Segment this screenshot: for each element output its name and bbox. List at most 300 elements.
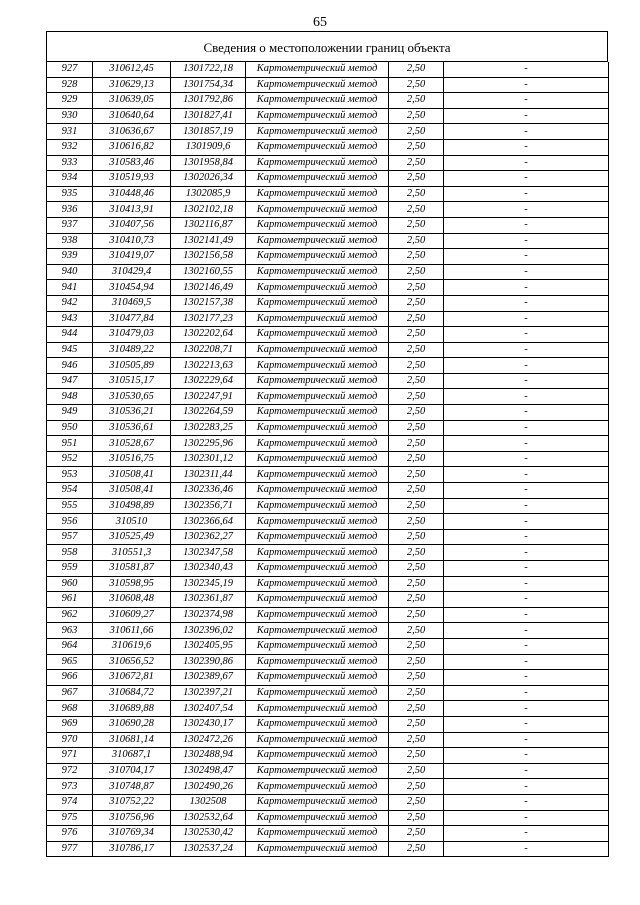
accuracy-cell: 2,50 <box>389 62 444 77</box>
description-cell: - <box>444 295 609 311</box>
description-cell: - <box>444 420 609 436</box>
y-coordinate-cell: 1302157,38 <box>171 295 246 311</box>
point-number-cell: 940 <box>47 264 93 280</box>
y-coordinate-cell: 1302116,87 <box>171 217 246 233</box>
point-number-cell: 963 <box>47 623 93 639</box>
accuracy-cell: 2,50 <box>389 467 444 483</box>
x-coordinate-cell: 310684,72 <box>93 685 171 701</box>
y-coordinate-cell: 1302356,71 <box>171 498 246 514</box>
table-row <box>47 217 609 233</box>
table-row <box>47 794 609 810</box>
description-cell: - <box>444 451 609 467</box>
description-cell: - <box>444 732 609 748</box>
method-cell: Картометрический метод <box>246 62 389 77</box>
y-coordinate-cell: 1301722,18 <box>171 62 246 77</box>
point-number-cell: 958 <box>47 545 93 561</box>
table-title: Сведения о местоположении границ объекта <box>46 31 608 62</box>
x-coordinate-cell: 310536,61 <box>93 420 171 436</box>
description-cell: - <box>444 592 609 608</box>
accuracy-cell: 2,50 <box>389 358 444 374</box>
accuracy-cell: 2,50 <box>389 576 444 592</box>
method-cell: Картометрический метод <box>246 108 389 124</box>
point-number-cell: 953 <box>47 467 93 483</box>
x-coordinate-cell: 310672,81 <box>93 670 171 686</box>
description-cell: - <box>444 716 609 732</box>
point-number-cell: 966 <box>47 670 93 686</box>
accuracy-cell: 2,50 <box>389 654 444 670</box>
table-row <box>47 670 609 686</box>
accuracy-cell: 2,50 <box>389 545 444 561</box>
description-cell: - <box>444 794 609 810</box>
method-cell: Картометрический метод <box>246 451 389 467</box>
accuracy-cell: 2,50 <box>389 77 444 93</box>
y-coordinate-cell: 1302283,25 <box>171 420 246 436</box>
y-coordinate-cell: 1302336,46 <box>171 483 246 499</box>
y-coordinate-cell: 1302247,91 <box>171 389 246 405</box>
table-row <box>47 249 609 265</box>
description-cell: - <box>444 327 609 343</box>
accuracy-cell: 2,50 <box>389 451 444 467</box>
description-cell: - <box>444 576 609 592</box>
method-cell: Картометрический метод <box>246 342 389 358</box>
description-cell: - <box>444 249 609 265</box>
description-cell: - <box>444 264 609 280</box>
accuracy-cell: 2,50 <box>389 701 444 717</box>
table-row <box>47 436 609 452</box>
method-cell: Картометрический метод <box>246 841 389 857</box>
accuracy-cell: 2,50 <box>389 171 444 187</box>
accuracy-cell: 2,50 <box>389 638 444 654</box>
method-cell: Картометрический метод <box>246 607 389 623</box>
x-coordinate-cell: 310410,73 <box>93 233 171 249</box>
x-coordinate-cell: 310636,67 <box>93 124 171 140</box>
method-cell: Картометрический метод <box>246 280 389 296</box>
method-cell: Картометрический метод <box>246 311 389 327</box>
table-row <box>47 358 609 374</box>
boundary-table <box>46 31 608 857</box>
y-coordinate-cell: 1302537,24 <box>171 841 246 857</box>
x-coordinate-cell: 310505,89 <box>93 358 171 374</box>
table-row <box>47 483 609 499</box>
y-coordinate-cell: 1302026,34 <box>171 171 246 187</box>
x-coordinate-cell: 310769,34 <box>93 826 171 842</box>
coordinates-table <box>46 62 609 857</box>
table-row <box>47 701 609 717</box>
point-number-cell: 974 <box>47 794 93 810</box>
y-coordinate-cell: 1302374,98 <box>171 607 246 623</box>
point-number-cell: 968 <box>47 701 93 717</box>
y-coordinate-cell: 1302390,86 <box>171 654 246 670</box>
y-coordinate-cell: 1301857,19 <box>171 124 246 140</box>
y-coordinate-cell: 1302347,58 <box>171 545 246 561</box>
table-row <box>47 233 609 249</box>
method-cell: Картометрический метод <box>246 483 389 499</box>
description-cell: - <box>444 607 609 623</box>
table-row <box>47 638 609 654</box>
accuracy-cell: 2,50 <box>389 670 444 686</box>
accuracy-cell: 2,50 <box>389 732 444 748</box>
description-cell: - <box>444 202 609 218</box>
description-cell: - <box>444 389 609 405</box>
description-cell: - <box>444 77 609 93</box>
x-coordinate-cell: 310429,4 <box>93 264 171 280</box>
y-coordinate-cell: 1301909,6 <box>171 139 246 155</box>
table-row <box>47 763 609 779</box>
accuracy-cell: 2,50 <box>389 841 444 857</box>
method-cell: Картометрический метод <box>246 732 389 748</box>
method-cell: Картометрический метод <box>246 701 389 717</box>
method-cell: Картометрический метод <box>246 249 389 265</box>
method-cell: Картометрический метод <box>246 716 389 732</box>
accuracy-cell: 2,50 <box>389 420 444 436</box>
point-number-cell: 927 <box>47 62 93 77</box>
description-cell: - <box>444 436 609 452</box>
point-number-cell: 972 <box>47 763 93 779</box>
x-coordinate-cell: 310530,65 <box>93 389 171 405</box>
description-cell: - <box>444 139 609 155</box>
description-cell: - <box>444 810 609 826</box>
point-number-cell: 964 <box>47 638 93 654</box>
table-row <box>47 202 609 218</box>
x-coordinate-cell: 310510 <box>93 514 171 530</box>
x-coordinate-cell: 310611,66 <box>93 623 171 639</box>
method-cell: Картометрический метод <box>246 295 389 311</box>
accuracy-cell: 2,50 <box>389 483 444 499</box>
description-cell: - <box>444 561 609 577</box>
description-cell: - <box>444 545 609 561</box>
method-cell: Картометрический метод <box>246 561 389 577</box>
accuracy-cell: 2,50 <box>389 592 444 608</box>
y-coordinate-cell: 1302102,18 <box>171 202 246 218</box>
accuracy-cell: 2,50 <box>389 405 444 421</box>
table-row <box>47 623 609 639</box>
method-cell: Картометрический метод <box>246 576 389 592</box>
description-cell: - <box>444 124 609 140</box>
x-coordinate-cell: 310639,05 <box>93 93 171 109</box>
method-cell: Картометрический метод <box>246 436 389 452</box>
table-row <box>47 467 609 483</box>
description-cell: - <box>444 654 609 670</box>
method-cell: Картометрический метод <box>246 327 389 343</box>
description-cell: - <box>444 748 609 764</box>
description-cell: - <box>444 685 609 701</box>
method-cell: Картометрический метод <box>246 670 389 686</box>
accuracy-cell: 2,50 <box>389 217 444 233</box>
description-cell: - <box>444 186 609 202</box>
point-number-cell: 938 <box>47 233 93 249</box>
table-row <box>47 327 609 343</box>
x-coordinate-cell: 310508,41 <box>93 483 171 499</box>
x-coordinate-cell: 310640,64 <box>93 108 171 124</box>
y-coordinate-cell: 1302295,96 <box>171 436 246 452</box>
method-cell: Картометрический метод <box>246 373 389 389</box>
method-cell: Картометрический метод <box>246 654 389 670</box>
x-coordinate-cell: 310407,56 <box>93 217 171 233</box>
description-cell: - <box>444 483 609 499</box>
point-number-cell: 946 <box>47 358 93 374</box>
point-number-cell: 952 <box>47 451 93 467</box>
description-cell: - <box>444 467 609 483</box>
point-number-cell: 933 <box>47 155 93 171</box>
y-coordinate-cell: 1301958,84 <box>171 155 246 171</box>
table-row <box>47 186 609 202</box>
point-number-cell: 945 <box>47 342 93 358</box>
method-cell: Картометрический метод <box>246 186 389 202</box>
description-cell: - <box>444 311 609 327</box>
x-coordinate-cell: 310609,27 <box>93 607 171 623</box>
method-cell: Картометрический метод <box>246 794 389 810</box>
x-coordinate-cell: 310516,75 <box>93 451 171 467</box>
table-row <box>47 373 609 389</box>
y-coordinate-cell: 1302264,59 <box>171 405 246 421</box>
accuracy-cell: 2,50 <box>389 779 444 795</box>
point-number-cell: 937 <box>47 217 93 233</box>
description-cell: - <box>444 514 609 530</box>
description-cell: - <box>444 93 609 109</box>
x-coordinate-cell: 310752,22 <box>93 794 171 810</box>
y-coordinate-cell: 1302208,71 <box>171 342 246 358</box>
x-coordinate-cell: 310756,96 <box>93 810 171 826</box>
x-coordinate-cell: 310448,46 <box>93 186 171 202</box>
description-cell: - <box>444 779 609 795</box>
accuracy-cell: 2,50 <box>389 124 444 140</box>
method-cell: Картометрический метод <box>246 529 389 545</box>
point-number-cell: 973 <box>47 779 93 795</box>
table-row <box>47 810 609 826</box>
x-coordinate-cell: 310690,28 <box>93 716 171 732</box>
x-coordinate-cell: 310689,88 <box>93 701 171 717</box>
method-cell: Картометрический метод <box>246 77 389 93</box>
accuracy-cell: 2,50 <box>389 748 444 764</box>
accuracy-cell: 2,50 <box>389 233 444 249</box>
x-coordinate-cell: 310528,67 <box>93 436 171 452</box>
table-row <box>47 545 609 561</box>
point-number-cell: 947 <box>47 373 93 389</box>
description-cell: - <box>444 623 609 639</box>
table-row <box>47 592 609 608</box>
point-number-cell: 957 <box>47 529 93 545</box>
table-row <box>47 311 609 327</box>
method-cell: Картометрический метод <box>246 592 389 608</box>
y-coordinate-cell: 1302345,19 <box>171 576 246 592</box>
y-coordinate-cell: 1302177,23 <box>171 311 246 327</box>
table-row <box>47 139 609 155</box>
accuracy-cell: 2,50 <box>389 264 444 280</box>
y-coordinate-cell: 1301754,34 <box>171 77 246 93</box>
x-coordinate-cell: 310612,45 <box>93 62 171 77</box>
y-coordinate-cell: 1302498,47 <box>171 763 246 779</box>
accuracy-cell: 2,50 <box>389 327 444 343</box>
x-coordinate-cell: 310479,03 <box>93 327 171 343</box>
table-row <box>47 779 609 795</box>
method-cell: Картометрический метод <box>246 685 389 701</box>
y-coordinate-cell: 1302213,63 <box>171 358 246 374</box>
method-cell: Картометрический метод <box>246 93 389 109</box>
x-coordinate-cell: 310477,84 <box>93 311 171 327</box>
description-cell: - <box>444 280 609 296</box>
accuracy-cell: 2,50 <box>389 108 444 124</box>
point-number-cell: 956 <box>47 514 93 530</box>
method-cell: Картометрический метод <box>246 467 389 483</box>
accuracy-cell: 2,50 <box>389 186 444 202</box>
accuracy-cell: 2,50 <box>389 93 444 109</box>
x-coordinate-cell: 310419,07 <box>93 249 171 265</box>
method-cell: Картометрический метод <box>246 810 389 826</box>
table-row <box>47 108 609 124</box>
table-row <box>47 264 609 280</box>
y-coordinate-cell: 1302405,95 <box>171 638 246 654</box>
method-cell: Картометрический метод <box>246 514 389 530</box>
x-coordinate-cell: 310519,93 <box>93 171 171 187</box>
x-coordinate-cell: 310704,17 <box>93 763 171 779</box>
method-cell: Картометрический метод <box>246 748 389 764</box>
table-row <box>47 389 609 405</box>
method-cell: Картометрический метод <box>246 264 389 280</box>
x-coordinate-cell: 310536,21 <box>93 405 171 421</box>
description-cell: - <box>444 670 609 686</box>
point-number-cell: 939 <box>47 249 93 265</box>
y-coordinate-cell: 1302488,94 <box>171 748 246 764</box>
table-row <box>47 498 609 514</box>
y-coordinate-cell: 1302397,21 <box>171 685 246 701</box>
y-coordinate-cell: 1302141,49 <box>171 233 246 249</box>
accuracy-cell: 2,50 <box>389 311 444 327</box>
table-row <box>47 685 609 701</box>
y-coordinate-cell: 1302301,12 <box>171 451 246 467</box>
y-coordinate-cell: 1302508 <box>171 794 246 810</box>
accuracy-cell: 2,50 <box>389 155 444 171</box>
table-row <box>47 295 609 311</box>
accuracy-cell: 2,50 <box>389 685 444 701</box>
method-cell: Картометрический метод <box>246 763 389 779</box>
point-number-cell: 971 <box>47 748 93 764</box>
x-coordinate-cell: 310616,82 <box>93 139 171 155</box>
point-number-cell: 976 <box>47 826 93 842</box>
x-coordinate-cell: 310515,17 <box>93 373 171 389</box>
table-row <box>47 514 609 530</box>
x-coordinate-cell: 310656,52 <box>93 654 171 670</box>
description-cell: - <box>444 373 609 389</box>
y-coordinate-cell: 1302229,64 <box>171 373 246 389</box>
description-cell: - <box>444 841 609 857</box>
y-coordinate-cell: 1301792,86 <box>171 93 246 109</box>
table-row <box>47 342 609 358</box>
accuracy-cell: 2,50 <box>389 826 444 842</box>
point-number-cell: 967 <box>47 685 93 701</box>
y-coordinate-cell: 1302472,26 <box>171 732 246 748</box>
table-row <box>47 561 609 577</box>
y-coordinate-cell: 1302490,26 <box>171 779 246 795</box>
y-coordinate-cell: 1302160,55 <box>171 264 246 280</box>
point-number-cell: 950 <box>47 420 93 436</box>
point-number-cell: 965 <box>47 654 93 670</box>
y-coordinate-cell: 1302340,43 <box>171 561 246 577</box>
x-coordinate-cell: 310581,87 <box>93 561 171 577</box>
x-coordinate-cell: 310786,17 <box>93 841 171 857</box>
accuracy-cell: 2,50 <box>389 436 444 452</box>
point-number-cell: 949 <box>47 405 93 421</box>
point-number-cell: 932 <box>47 139 93 155</box>
point-number-cell: 970 <box>47 732 93 748</box>
y-coordinate-cell: 1302532,64 <box>171 810 246 826</box>
accuracy-cell: 2,50 <box>389 389 444 405</box>
table-row <box>47 155 609 171</box>
point-number-cell: 930 <box>47 108 93 124</box>
method-cell: Картометрический метод <box>246 139 389 155</box>
x-coordinate-cell: 310608,48 <box>93 592 171 608</box>
accuracy-cell: 2,50 <box>389 498 444 514</box>
y-coordinate-cell: 1302362,27 <box>171 529 246 545</box>
description-cell: - <box>444 342 609 358</box>
table-row <box>47 529 609 545</box>
point-number-cell: 962 <box>47 607 93 623</box>
point-number-cell: 936 <box>47 202 93 218</box>
method-cell: Картометрический метод <box>246 623 389 639</box>
table-row <box>47 732 609 748</box>
method-cell: Картометрический метод <box>246 498 389 514</box>
table-row <box>47 280 609 296</box>
table-row <box>47 841 609 857</box>
point-number-cell: 943 <box>47 311 93 327</box>
x-coordinate-cell: 310454,94 <box>93 280 171 296</box>
y-coordinate-cell: 1302146,49 <box>171 280 246 296</box>
description-cell: - <box>444 217 609 233</box>
point-number-cell: 954 <box>47 483 93 499</box>
description-cell: - <box>444 701 609 717</box>
accuracy-cell: 2,50 <box>389 373 444 389</box>
x-coordinate-cell: 310598,95 <box>93 576 171 592</box>
point-number-cell: 959 <box>47 561 93 577</box>
x-coordinate-cell: 310748,87 <box>93 779 171 795</box>
y-coordinate-cell: 1302430,17 <box>171 716 246 732</box>
accuracy-cell: 2,50 <box>389 249 444 265</box>
point-number-cell: 934 <box>47 171 93 187</box>
accuracy-cell: 2,50 <box>389 763 444 779</box>
description-cell: - <box>444 62 609 77</box>
point-number-cell: 951 <box>47 436 93 452</box>
point-number-cell: 944 <box>47 327 93 343</box>
accuracy-cell: 2,50 <box>389 139 444 155</box>
description-cell: - <box>444 171 609 187</box>
accuracy-cell: 2,50 <box>389 623 444 639</box>
y-coordinate-cell: 1302407,54 <box>171 701 246 717</box>
description-cell: - <box>444 155 609 171</box>
x-coordinate-cell: 310498,89 <box>93 498 171 514</box>
method-cell: Картометрический метод <box>246 826 389 842</box>
point-number-cell: 961 <box>47 592 93 608</box>
accuracy-cell: 2,50 <box>389 716 444 732</box>
x-coordinate-cell: 310508,41 <box>93 467 171 483</box>
table-row <box>47 716 609 732</box>
table-row <box>47 62 609 77</box>
x-coordinate-cell: 310687,1 <box>93 748 171 764</box>
y-coordinate-cell: 1301827,41 <box>171 108 246 124</box>
point-number-cell: 955 <box>47 498 93 514</box>
method-cell: Картометрический метод <box>246 389 389 405</box>
method-cell: Картометрический метод <box>246 217 389 233</box>
y-coordinate-cell: 1302530,42 <box>171 826 246 842</box>
description-cell: - <box>444 233 609 249</box>
method-cell: Картометрический метод <box>246 638 389 654</box>
y-coordinate-cell: 1302311,44 <box>171 467 246 483</box>
table-row <box>47 654 609 670</box>
table-row <box>47 451 609 467</box>
method-cell: Картометрический метод <box>246 202 389 218</box>
point-number-cell: 941 <box>47 280 93 296</box>
y-coordinate-cell: 1302156,58 <box>171 249 246 265</box>
table-row <box>47 171 609 187</box>
method-cell: Картометрический метод <box>246 420 389 436</box>
